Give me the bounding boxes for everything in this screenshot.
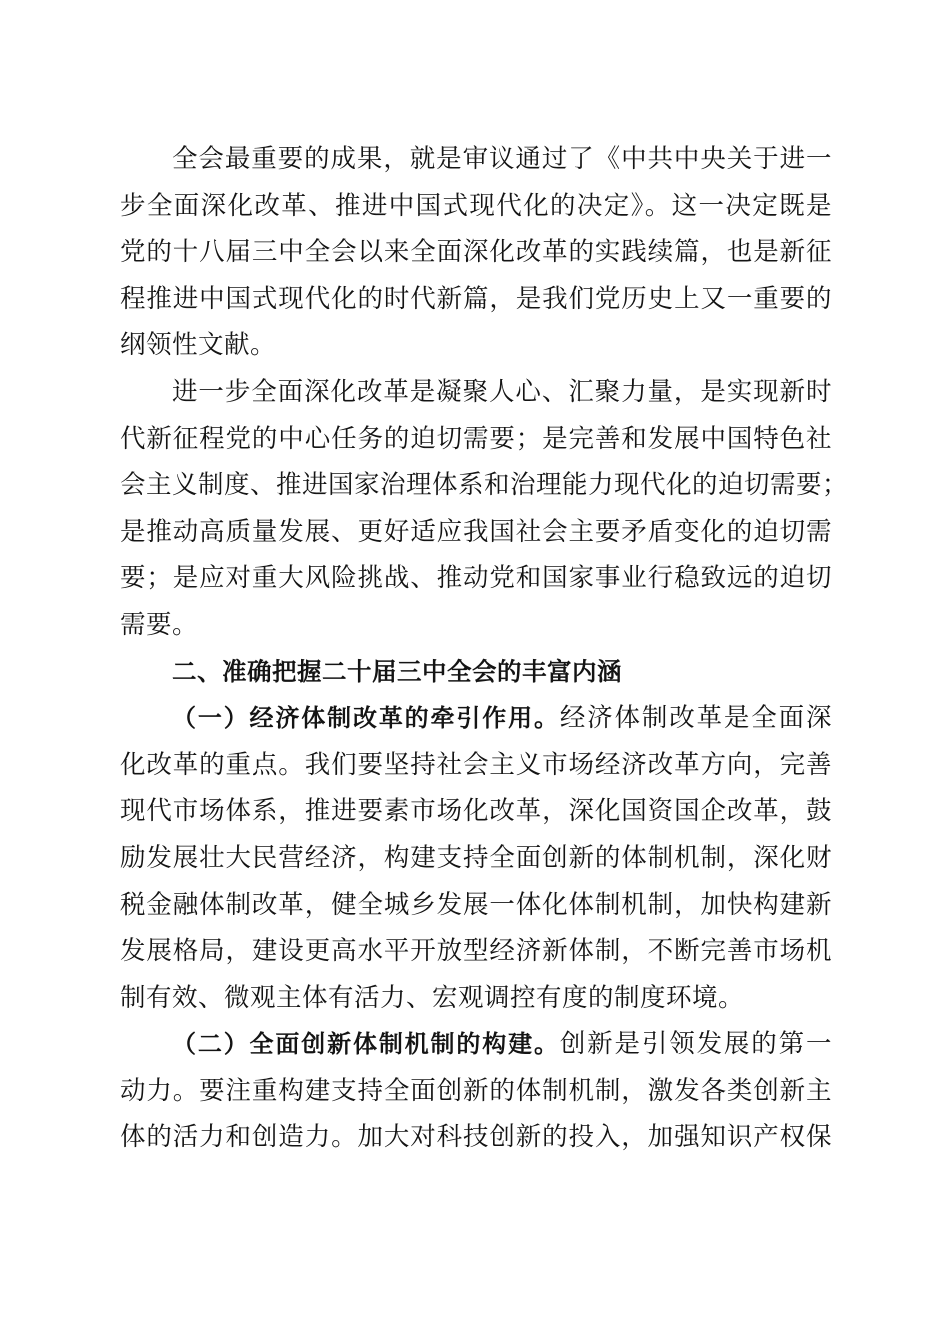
text-line: 程推进中国式现代化的时代新篇，是我们党历史上又一重要的 [120, 283, 832, 314]
text-line: 是推动高质量发展、更好适应我国社会主要矛盾变化的迫切需 [120, 516, 832, 547]
subsection-lead: （一）经济体制改革的牵引作用。 [172, 704, 560, 733]
text-line: 需要。 [120, 609, 199, 640]
text-line: 代新征程党的中心任务的迫切需要；是完善和发展中国特色社 [120, 423, 832, 454]
text-line: 党的十八届三中全会以来全面深化改革的实践续篇，也是新征 [120, 237, 832, 268]
subsection-lead: （二）全面创新体制机制的构建。 [172, 1030, 560, 1059]
text-line: 发展格局，建设更高水平开放型经济新体制，不断完善市场机 [120, 936, 832, 967]
text-span: 经济体制改革是全面深 [559, 703, 832, 734]
text-line: 现代市场体系，推进要素市场化改革，深化国资国企改革，鼓 [120, 796, 832, 827]
text-line: 制有效、微观主体有活力、宏观调控有度的制度环境。 [120, 982, 745, 1013]
text-line: 体的活力和创造力。加大对科技创新的投入，加强知识产权保 [120, 1122, 832, 1153]
text-line: 步全面深化改革、推进中国式现代化的决定》。这一决定既是 [120, 190, 832, 221]
text-line: 纲领性文献。 [120, 330, 277, 361]
document-body [120, 136, 849, 1161]
text-line: 会主义制度、推进国家治理体系和治理能力现代化的迫切需要； [120, 470, 849, 501]
paragraph-4 [120, 1021, 832, 1161]
text-line: 励发展壮大民营经济，构建支持全面创新的体制机制，深化财 [120, 842, 832, 873]
text-line [120, 1021, 832, 1068]
text-line [120, 695, 832, 742]
text-line: 动力。要注重构建支持全面创新的体制机制，激发各类创新主 [120, 1075, 832, 1106]
text-line: 税金融体制改革，健全城乡发展一体化体制机制，加快构建新 [120, 889, 832, 920]
text-line: 进一步全面深化改革是凝聚人心、汇聚力量，是实现新时 [172, 376, 832, 407]
text-line: 要；是应对重大风险挑战、推动党和国家事业行稳致远的迫切 [120, 563, 832, 594]
section-heading: 二、准确把握二十届三中全会的丰富内涵 [172, 656, 622, 686]
text-line: 化改革的重点。我们要坚持社会主义市场经济改革方向，完善 [120, 749, 832, 780]
paragraph-2 [120, 369, 849, 649]
paragraph-1 [120, 136, 832, 369]
text-span: 创新是引领发展的第一 [559, 1029, 832, 1060]
text-line: 全会最重要的成果，就是审议通过了《中共中央关于进一 [172, 144, 832, 174]
paragraph-3 [120, 695, 832, 1021]
